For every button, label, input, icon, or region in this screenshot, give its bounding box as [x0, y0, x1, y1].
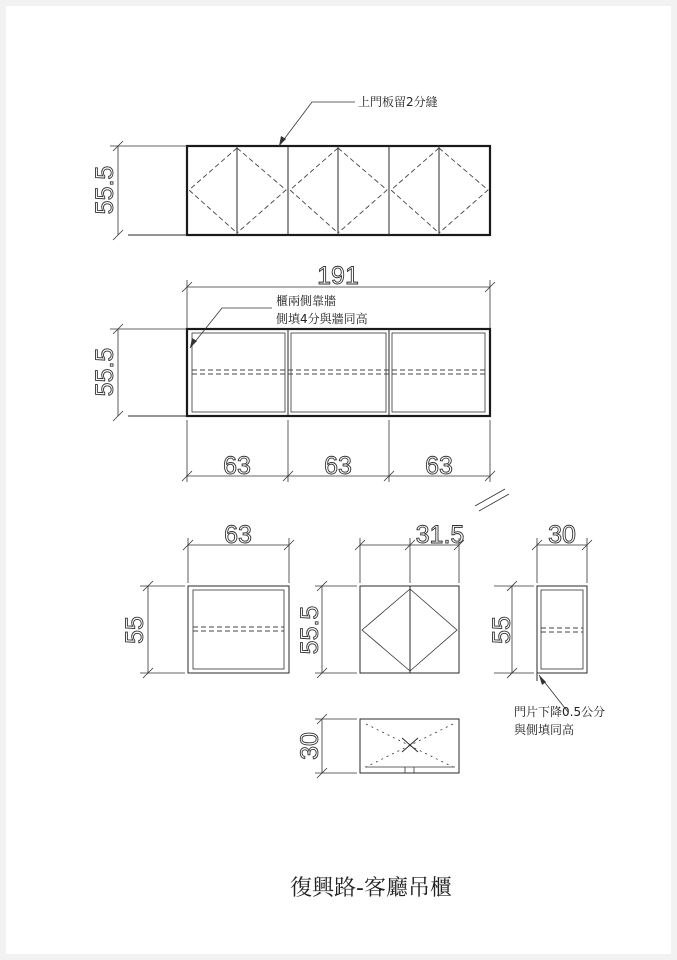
dim-door-height: 55.5 — [296, 605, 324, 655]
drawing-title: 復興路-客廳吊櫃 — [290, 876, 452, 901]
dim-bay-2: 63 — [324, 452, 352, 480]
dim-interior-height: 55.5 — [91, 347, 119, 397]
note-door-drop-2: 與側填同高 — [514, 723, 575, 737]
note-top-gap: 上門板留2分縫 — [358, 95, 438, 109]
dim-total-width: 191 — [317, 262, 359, 290]
dim-side-depth: 30 — [548, 521, 576, 549]
dim-side-height: 55 — [488, 616, 516, 644]
dim-door-width: 31.5 — [415, 521, 465, 549]
dim-bay-3: 63 — [425, 452, 453, 480]
dim-detail-width: 63 — [224, 521, 252, 549]
dim-plan-depth: 30 — [296, 732, 324, 760]
note-side-fill-2: 側填4分與牆同高 — [276, 312, 368, 326]
dim-front-height: 55.5 — [91, 165, 119, 215]
dim-detail-height: 55 — [121, 616, 149, 644]
note-side-fill-1: 櫃兩側靠牆 — [276, 294, 337, 308]
dim-bay-1: 63 — [223, 452, 251, 480]
note-door-drop-1: 門片下降0.5公分 — [514, 705, 606, 719]
